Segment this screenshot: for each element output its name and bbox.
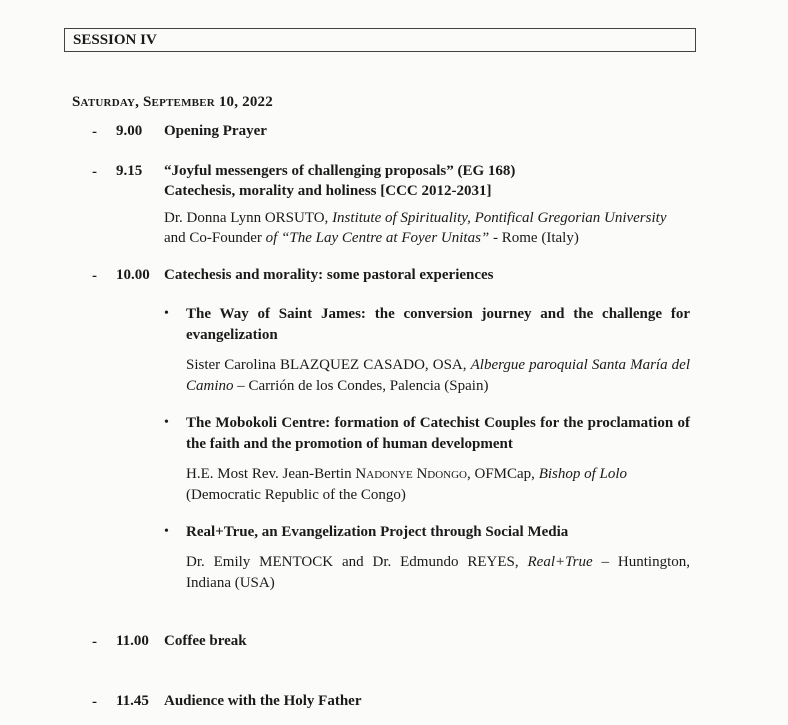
item-time: 9.00 xyxy=(116,123,143,139)
item-title: Audience with the Holy Father xyxy=(164,693,362,709)
sub-item-title: Real+True, an Evangelization Project through Social Media xyxy=(186,524,569,540)
speaker-location: – Carrión de los Condes, Palencia (Spain) xyxy=(237,378,489,394)
list-bullet: • xyxy=(164,524,169,539)
item-time: 11.00 xyxy=(116,633,149,649)
item-title: Catechesis and morality: some pastoral experiences xyxy=(164,267,494,283)
speaker-location: - Rome (Italy) xyxy=(493,230,579,246)
speaker-name: Dr. Emily MENTOCK and Dr. Edmundo REYES, xyxy=(186,554,519,570)
speaker-institution: Albergue paroquial Santa María del Camino xyxy=(186,357,690,394)
sub-item-title: The Way of Saint James: the conversion journey and the challenge for evangelization xyxy=(186,306,690,343)
speaker-organization: Real+True xyxy=(527,554,593,570)
list-dash: - xyxy=(92,268,97,284)
speaker-location: (Democratic Republic of the Congo) xyxy=(186,487,406,503)
item-time: 10.00 xyxy=(116,267,150,283)
speaker-surname: Nadonye Ndongo, xyxy=(355,466,471,482)
speaker-name: H.E. Most Rev. Jean-Bertin xyxy=(186,466,352,482)
speaker-name: Sister Carolina BLAZQUEZ CASADO, OSA, xyxy=(186,357,467,373)
session-date: Saturday, September 10, 2022 xyxy=(72,94,273,110)
speaker-institution: Institute of Spirituality, Pontifical Gregorian University xyxy=(332,210,667,226)
sub-item-speaker xyxy=(186,464,690,506)
item-title xyxy=(164,161,515,201)
list-dash: - xyxy=(92,634,97,650)
speaker-name: Dr. Donna Lynn ORSUTO, xyxy=(164,210,329,226)
speaker-role: and Co-Founder xyxy=(164,230,262,246)
list-bullet: • xyxy=(164,415,169,430)
item-time: 9.15 xyxy=(116,163,143,179)
speaker-location: – Huntington, Indiana (USA) xyxy=(186,554,691,591)
session-header xyxy=(64,28,696,52)
list-bullet: • xyxy=(164,306,169,321)
list-dash: - xyxy=(92,694,97,710)
item-time: 11.45 xyxy=(116,693,149,709)
sub-item-speaker xyxy=(186,552,690,594)
speaker-title: Bishop of Lolo xyxy=(538,466,628,482)
list-dash: - xyxy=(92,124,97,140)
sub-item-speaker xyxy=(186,355,690,397)
item-title: Coffee break xyxy=(164,633,247,649)
speaker-info xyxy=(164,208,694,248)
list-dash: - xyxy=(92,164,97,180)
sub-item-title: The Mobokoli Centre: formation of Catechist Couples for the proclamation of the faith and the promotion of human development xyxy=(186,415,690,452)
item-title-line: Catechesis, morality and holiness [CCC 2012-2031] xyxy=(164,183,492,199)
item-title-line: “Joyful messengers of challenging proposals” (EG 168) xyxy=(164,163,516,179)
item-title: Opening Prayer xyxy=(164,123,267,139)
session-label: SESSION IV xyxy=(73,32,157,48)
speaker-order: OFMCap, xyxy=(474,466,535,482)
speaker-organization: of “The Lay Centre at Foyer Unitas” xyxy=(265,230,490,246)
